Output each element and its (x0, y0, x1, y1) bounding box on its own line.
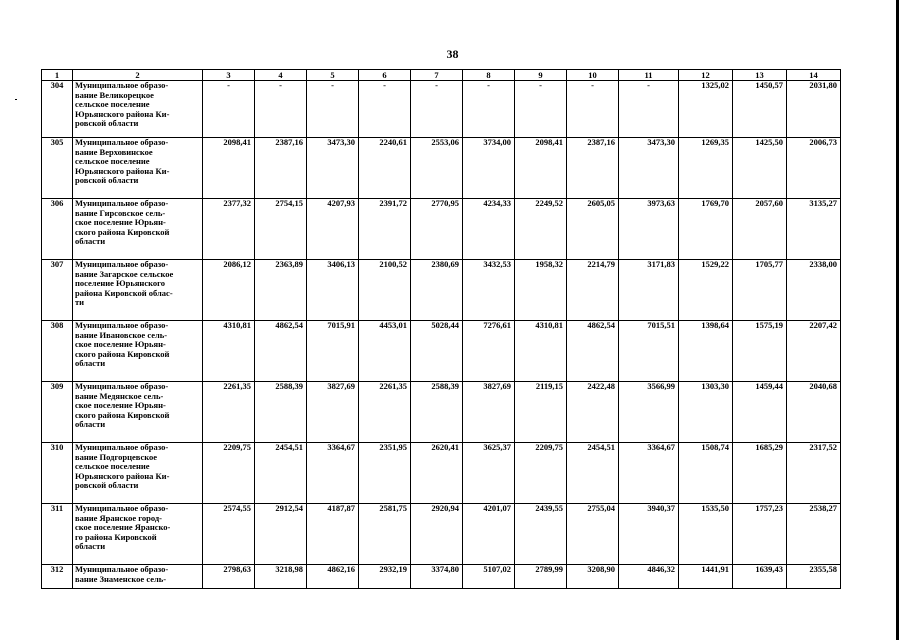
municipality-name-line: вание Знаменское сель- (75, 573, 167, 584)
table-row (42, 565, 841, 589)
municipality-name-line: Муниципальное образо- (75, 137, 169, 147)
municipality-name-line: ровской области (75, 118, 139, 129)
municipality-name-line: вание Подгорцевское (75, 451, 158, 462)
municipality-name-line: вание Великорецкое (75, 89, 154, 100)
value-cell: 2098,41 (515, 138, 567, 199)
value-cell: 4201,07 (463, 504, 515, 565)
municipality-name-line: области (75, 358, 106, 369)
value-cell: 3364,67 (307, 443, 359, 504)
column-header: 3 (203, 70, 255, 81)
row-number: 312 (42, 565, 73, 589)
municipality-name-line: Юрьянского района Ки- (75, 108, 170, 119)
value-cell: 2422,48 (567, 382, 619, 443)
value-cell: 3374,80 (411, 565, 463, 589)
value-cell: 2387,16 (255, 138, 307, 199)
municipality-name-line: ровской области (75, 480, 139, 491)
value-cell: 3827,69 (463, 382, 515, 443)
value-cell: 2755,04 (567, 504, 619, 565)
municipality-name-line: ского района Кировской (75, 348, 170, 359)
value-cell: 2057,60 (733, 199, 787, 260)
value-cell: 4234,33 (463, 199, 515, 260)
column-header: 5 (307, 70, 359, 81)
column-header: 11 (619, 70, 679, 81)
value-cell: 3218,98 (255, 565, 307, 589)
municipality-name-line: Муниципальное образо- (75, 80, 169, 90)
value-cell: 2932,19 (359, 565, 411, 589)
value-cell: 2031,80 (787, 81, 841, 138)
municipality-name-line: района Кировской облас- (75, 287, 173, 298)
municipality-name-line: вание Медянское сель- (75, 390, 164, 401)
value-cell: 2439,55 (515, 504, 567, 565)
municipality-name-line: области (75, 541, 106, 552)
value-cell: 2770,95 (411, 199, 463, 260)
municipality-name-line: сельское поселение (75, 99, 150, 110)
value-cell: 2798,63 (203, 565, 255, 589)
value-cell: 2317,52 (787, 443, 841, 504)
municipality-name-line: ского района Кировской (75, 409, 170, 420)
row-number: 304 (42, 81, 73, 138)
column-header: 7 (411, 70, 463, 81)
value-cell: 1325,02 (679, 81, 733, 138)
value-cell: 2249,52 (515, 199, 567, 260)
value-cell: 7015,91 (307, 321, 359, 382)
municipality-name-line: Юрьянского района Ки- (75, 470, 170, 481)
municipality-name-line: ское поселение Юрьян- (75, 400, 166, 411)
municipality-name-line: вание Гирсовское сель- (75, 207, 166, 218)
value-cell: 3940,37 (619, 504, 679, 565)
value-cell: 4862,16 (307, 565, 359, 589)
municipality-name (73, 443, 203, 504)
table-body (42, 81, 841, 589)
value-cell: 2391,72 (359, 199, 411, 260)
value-cell: 2338,00 (787, 260, 841, 321)
municipality-name-line: Муниципальное образо- (75, 259, 169, 269)
municipality-name-line: ское поселение Юрьян- (75, 217, 166, 228)
municipality-name (73, 504, 203, 565)
row-number: 307 (42, 260, 73, 321)
row-number: 309 (42, 382, 73, 443)
value-cell: 4846,32 (619, 565, 679, 589)
value-cell: 2912,54 (255, 504, 307, 565)
column-header: 13 (733, 70, 787, 81)
row-number: 311 (42, 504, 73, 565)
value-cell: 2789,99 (515, 565, 567, 589)
municipality-name (73, 199, 203, 260)
municipality-name (73, 260, 203, 321)
value-cell: 2355,58 (787, 565, 841, 589)
table-row (42, 382, 841, 443)
value-cell: 1441,91 (679, 565, 733, 589)
column-header: 2 (73, 70, 203, 81)
column-header: 10 (567, 70, 619, 81)
value-cell: 3406,13 (307, 260, 359, 321)
value-cell: - (255, 81, 307, 138)
value-cell: 1508,74 (679, 443, 733, 504)
value-cell: - (567, 81, 619, 138)
table-row (42, 81, 841, 138)
value-cell: 1425,50 (733, 138, 787, 199)
value-cell: 4187,87 (307, 504, 359, 565)
table-header (42, 70, 841, 81)
municipality-name-line: ровской области (75, 175, 139, 186)
value-cell: 2261,35 (359, 382, 411, 443)
value-cell: 7015,51 (619, 321, 679, 382)
value-cell: 5028,44 (411, 321, 463, 382)
value-cell: 5107,02 (463, 565, 515, 589)
municipality-name-line: вание Яранское город- (75, 512, 163, 523)
value-cell: 2209,75 (203, 443, 255, 504)
column-header: 6 (359, 70, 411, 81)
municipality-name-line: Муниципальное образо- (75, 503, 169, 513)
value-cell: 1769,70 (679, 199, 733, 260)
table-row (42, 443, 841, 504)
value-cell: 4310,81 (203, 321, 255, 382)
value-cell: 2100,52 (359, 260, 411, 321)
value-cell: - (203, 81, 255, 138)
value-cell: 2454,51 (255, 443, 307, 504)
column-header: 14 (787, 70, 841, 81)
value-cell: 2098,41 (203, 138, 255, 199)
value-cell: - (619, 81, 679, 138)
value-cell: 2588,39 (255, 382, 307, 443)
value-cell: 7276,61 (463, 321, 515, 382)
value-cell: 4310,81 (515, 321, 567, 382)
value-cell: 2261,35 (203, 382, 255, 443)
value-cell: 2240,61 (359, 138, 411, 199)
value-cell: 2006,73 (787, 138, 841, 199)
municipality-name-line: вание Верховинское (75, 146, 153, 157)
municipality-name-line: Муниципальное образо- (75, 320, 169, 330)
value-cell: 3473,30 (619, 138, 679, 199)
municipality-name-line: Юрьянского района Ки- (75, 165, 170, 176)
municipality-name-line: вание Ивановское сель- (75, 329, 168, 340)
municipality-name-line: сельское поселение (75, 156, 150, 167)
table-row (42, 321, 841, 382)
value-cell: 3973,63 (619, 199, 679, 260)
municipality-name (73, 321, 203, 382)
value-cell: 2620,41 (411, 443, 463, 504)
value-cell: 2086,12 (203, 260, 255, 321)
value-cell: 1705,77 (733, 260, 787, 321)
value-cell: 3827,69 (307, 382, 359, 443)
municipality-name (73, 81, 203, 138)
margin-mark (15, 99, 17, 100)
value-cell: 1685,29 (733, 443, 787, 504)
value-cell: 1958,32 (515, 260, 567, 321)
value-cell: 3208,90 (567, 565, 619, 589)
municipality-name (73, 565, 203, 589)
value-cell: 2553,06 (411, 138, 463, 199)
row-number: 305 (42, 138, 73, 199)
municipality-name-line: го района Кировской (75, 531, 157, 542)
value-cell: - (515, 81, 567, 138)
municipality-name-line: ское поселение Яранско- (75, 522, 171, 533)
value-cell: 2588,39 (411, 382, 463, 443)
page-number: 38 (446, 47, 459, 61)
value-cell: 2605,05 (567, 199, 619, 260)
row-number: 306 (42, 199, 73, 260)
value-cell: 2207,42 (787, 321, 841, 382)
value-cell: 4862,54 (255, 321, 307, 382)
municipality-name-line: Муниципальное образо- (75, 198, 169, 208)
value-cell: 2363,89 (255, 260, 307, 321)
municipality-name-line: области (75, 419, 106, 430)
municipality-name-line: поселение Юрьянского (75, 278, 166, 289)
value-cell: 1450,57 (733, 81, 787, 138)
value-cell: 3473,30 (307, 138, 359, 199)
value-cell: 2377,32 (203, 199, 255, 260)
margin-rule (896, 0, 899, 640)
table-row (42, 138, 841, 199)
municipality-name (73, 382, 203, 443)
value-cell: 3432,53 (463, 260, 515, 321)
column-header: 8 (463, 70, 515, 81)
value-cell: 1535,50 (679, 504, 733, 565)
municipality-name-line: Муниципальное образо- (75, 381, 169, 391)
value-cell: 1269,35 (679, 138, 733, 199)
value-cell: 4862,54 (567, 321, 619, 382)
value-cell: 3135,27 (787, 199, 841, 260)
municipality-name-line: ское поселение Юрьян- (75, 339, 166, 350)
municipality-name-line: вание Загарское сельское (75, 268, 174, 279)
value-cell: 3566,99 (619, 382, 679, 443)
row-number: 310 (42, 443, 73, 504)
value-cell: 1459,44 (733, 382, 787, 443)
value-cell: 1575,19 (733, 321, 787, 382)
municipality-name-line: ти (75, 297, 85, 308)
value-cell: 2040,68 (787, 382, 841, 443)
table-row (42, 504, 841, 565)
value-cell: 1398,64 (679, 321, 733, 382)
value-cell: 1639,43 (733, 565, 787, 589)
value-cell: - (463, 81, 515, 138)
municipality-name-line: Муниципальное образо- (75, 564, 169, 574)
column-header: 1 (42, 70, 73, 81)
value-cell: - (359, 81, 411, 138)
value-cell: 2454,51 (567, 443, 619, 504)
municipality-name-line: области (75, 236, 106, 247)
tariff-table (41, 69, 841, 589)
column-header: 12 (679, 70, 733, 81)
table-row (42, 260, 841, 321)
municipality-name-line: Муниципальное образо- (75, 442, 169, 452)
value-cell: 3364,67 (619, 443, 679, 504)
value-cell: 2119,15 (515, 382, 567, 443)
value-cell: 4453,01 (359, 321, 411, 382)
value-cell: 2574,55 (203, 504, 255, 565)
municipality-name (73, 138, 203, 199)
value-cell: 1303,30 (679, 382, 733, 443)
column-header: 9 (515, 70, 567, 81)
value-cell: 3171,83 (619, 260, 679, 321)
value-cell: 3625,37 (463, 443, 515, 504)
value-cell: - (411, 81, 463, 138)
value-cell: 2538,27 (787, 504, 841, 565)
value-cell: 3734,00 (463, 138, 515, 199)
value-cell: 2920,94 (411, 504, 463, 565)
value-cell: 1529,22 (679, 260, 733, 321)
value-cell: 2754,15 (255, 199, 307, 260)
value-cell: 2214,79 (567, 260, 619, 321)
value-cell: 2581,75 (359, 504, 411, 565)
column-header: 4 (255, 70, 307, 81)
table-row (42, 199, 841, 260)
value-cell: 2380,69 (411, 260, 463, 321)
row-number: 308 (42, 321, 73, 382)
municipality-name-line: ского района Кировской (75, 226, 170, 237)
value-cell: 4207,93 (307, 199, 359, 260)
value-cell: 1757,23 (733, 504, 787, 565)
value-cell: 2387,16 (567, 138, 619, 199)
value-cell: 2209,75 (515, 443, 567, 504)
municipality-name-line: сельское поселение (75, 461, 150, 472)
value-cell: - (307, 81, 359, 138)
value-cell: 2351,95 (359, 443, 411, 504)
